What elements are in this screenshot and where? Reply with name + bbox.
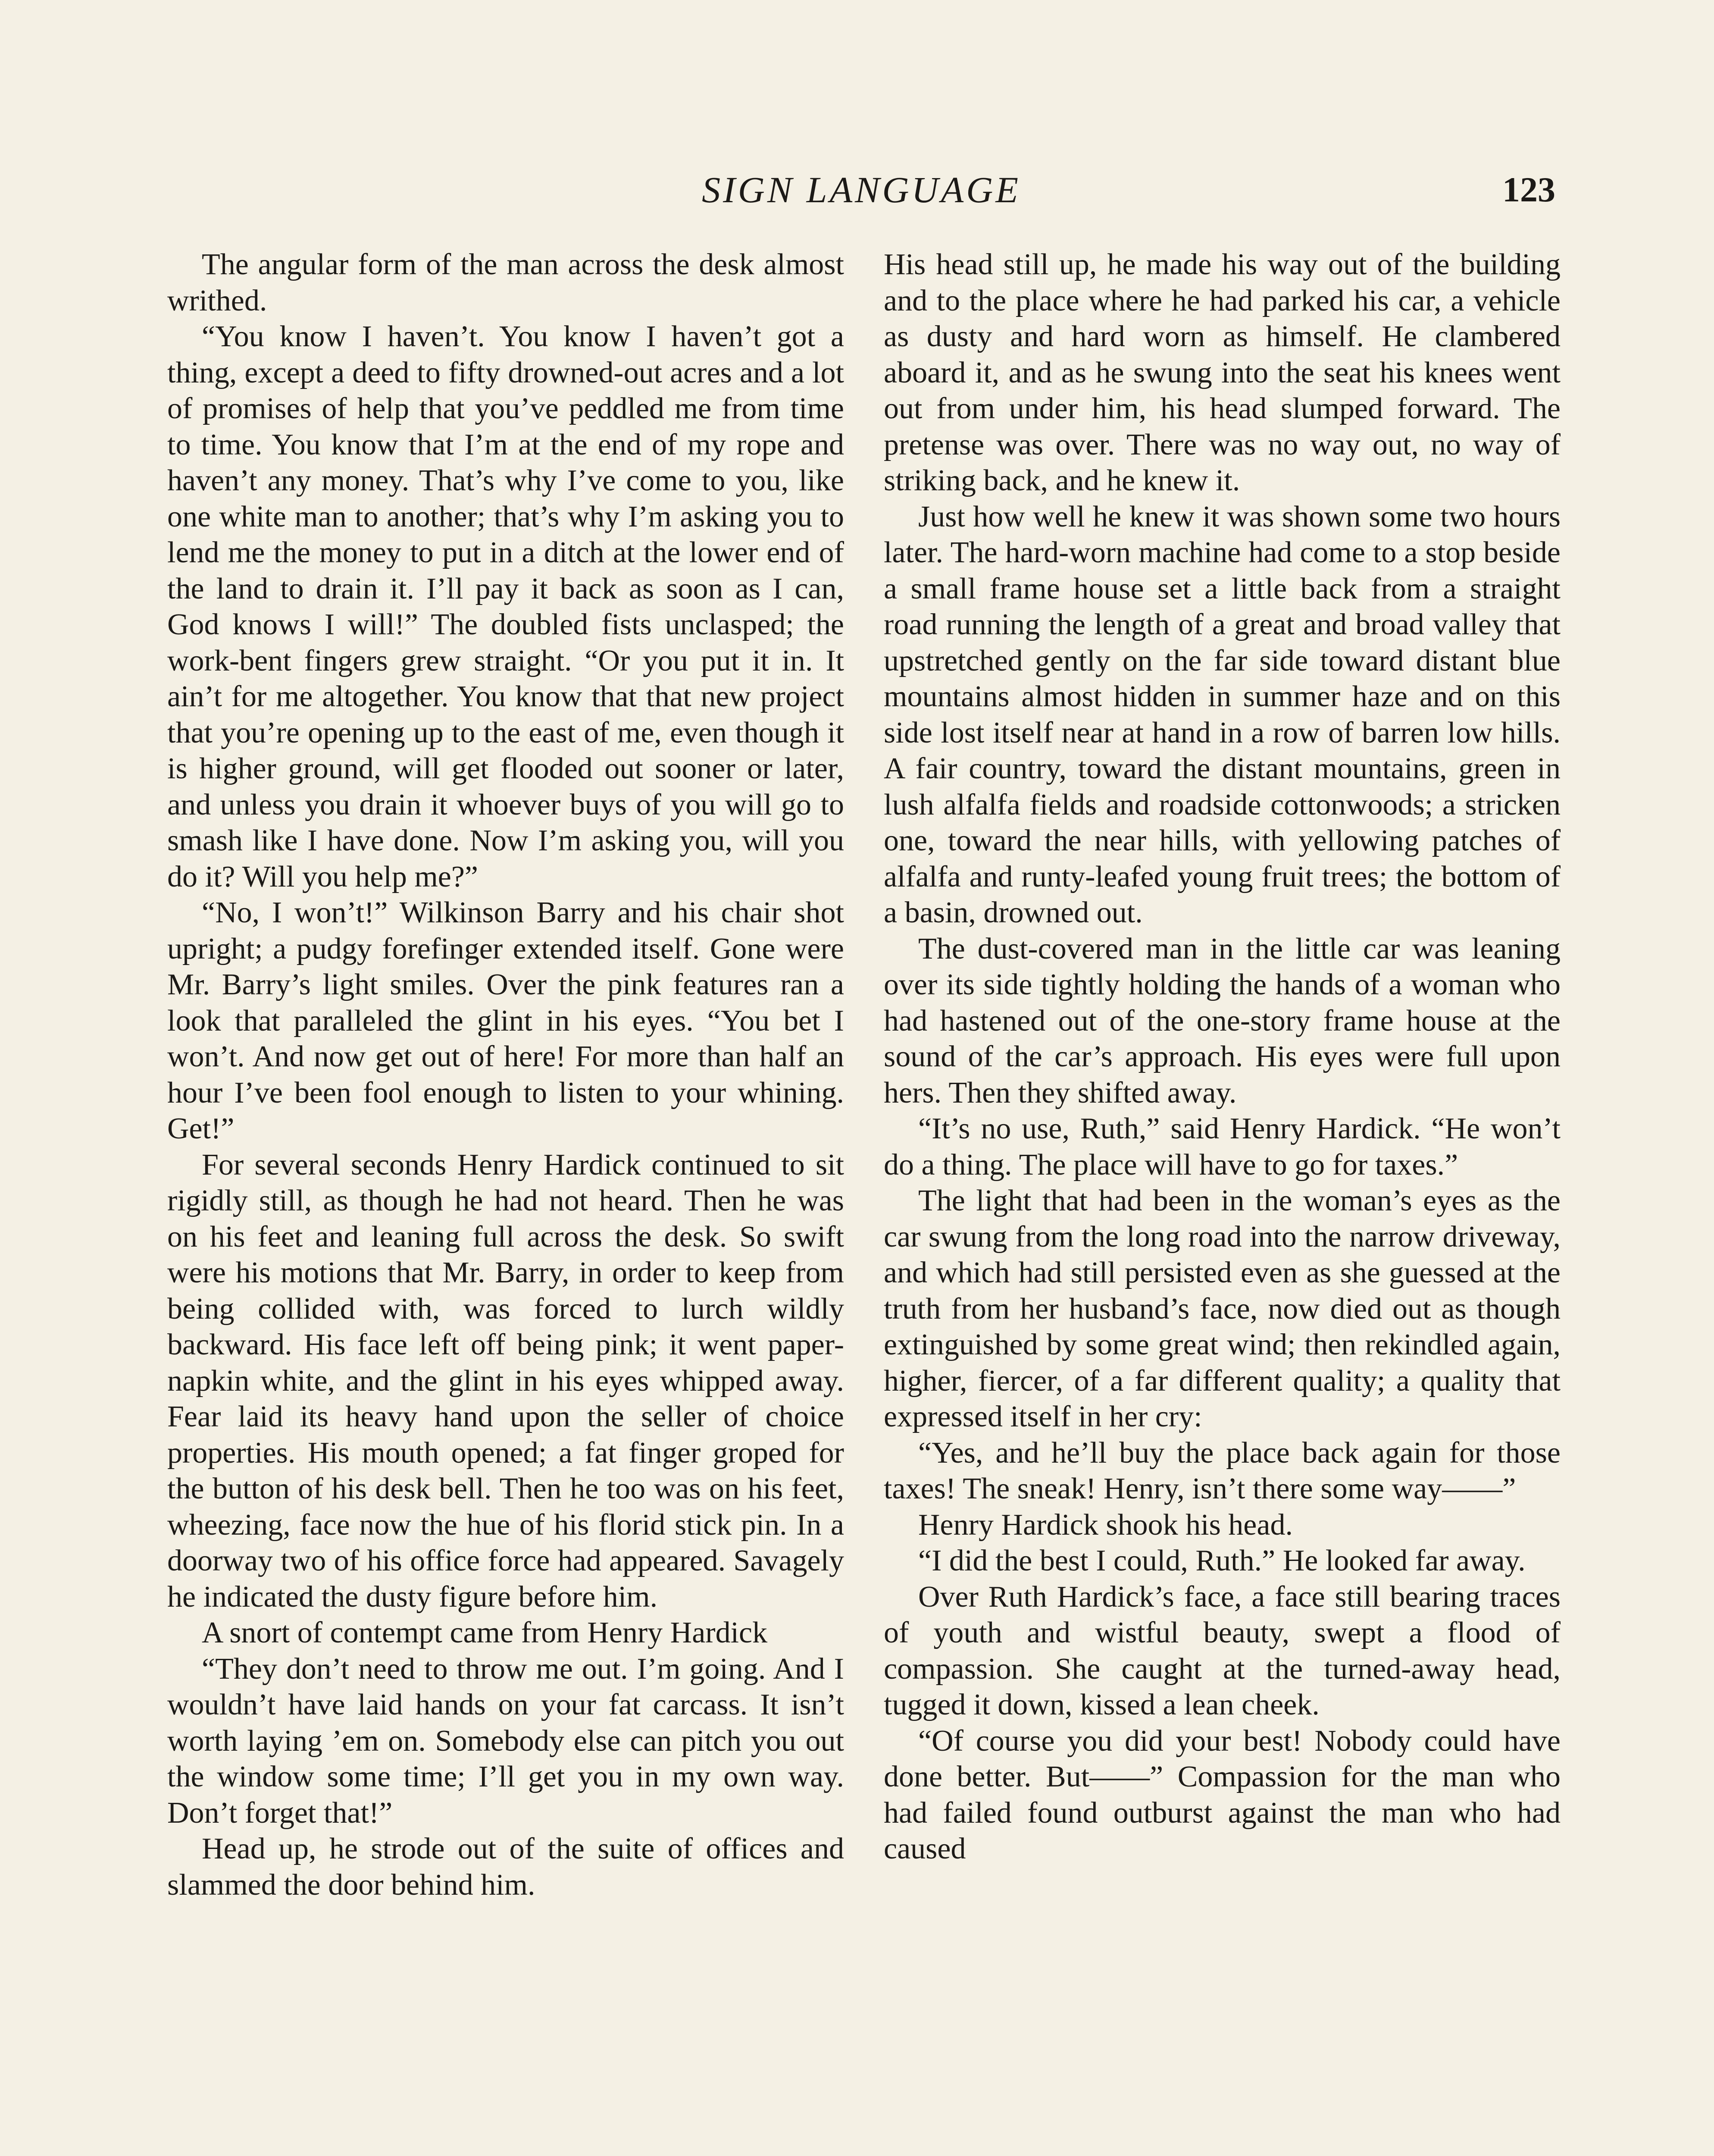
running-header	[167, 164, 1555, 224]
paragraph: “They don’t need to throw me out. I’m going. And I wouldn’t have laid hands on your fat carcass. It isn’t worth laying ’em on. Somebody else can pitch you out the window some time; I’ll get you in my own way. Don’t forget that!”	[167, 1652, 844, 1830]
paragraph: Just how well he knew it was shown some two hours later. The hard-worn machine had come to a stop beside a small frame house set a little back from a straight road running the length of a great and broad valley that upstretched gently on the far side toward distant blue mountains almost hidden in summer haze and on this side lost itself near at hand in a row of barren low hills. A fair country, toward the distant mountains, green in lush alfalfa fields and roadside cottonwoods; a stricken one, toward the near hills, with yellowing patches of alfalfa and runty-leafed young fruit trees; the bottom of a basin, drowned out.	[884, 500, 1561, 929]
right-column	[884, 247, 1561, 2156]
left-column	[167, 247, 844, 2156]
paragraph: Head up, he strode out of the suite of offices and slammed the door behind him.	[167, 1832, 844, 1902]
paragraph: The dust-covered man in the little car was leaning over its side tightly holding the hands of a woman who had hastened out of the one-story frame house at the sound of the car’s approach. His eyes were full upon hers. Then they shifted away.	[884, 932, 1561, 1109]
running-title: SIGN LANGUAGE	[702, 169, 1021, 210]
paragraph: “No, I won’t!” Wilkinson Barry and his chair shot upright; a pudgy forefinger extended itself. Gone were Mr. Barry’s light smiles. Over the pink features ran a look that paralleled the glint in his eyes. “You bet I won’t. And now get out of here! For more than half an hour I’ve been fool enough to listen to your whining. Get!”	[167, 896, 844, 1145]
paragraph: A snort of contempt came from Henry Hardick	[202, 1616, 768, 1649]
paragraph: “Yes, and he’ll buy the place back again for those taxes! The sneak! Henry, isn’t there some way——”	[884, 1436, 1561, 1505]
paragraph: His head still up, he made his way out of the building and to the place where he had parked his car, a vehicle as dusty and hard worn as himself. He clambered aboard it, and as he swung into the seat his knees went out from under him, his head slumped forward. The pretense was over. There was no way out, no way of striking back, and he knew it.	[884, 248, 1561, 497]
paragraph: Over Ruth Hardick’s face, a face still bearing traces of youth and wistful beauty, swept a flood of compassion. She caught at the turned-away head, tugged it down, kissed a lean cheek.	[884, 1580, 1561, 1721]
paragraph: The angular form of the man across the desk almost writhed.	[167, 248, 844, 317]
paragraph: The light that had been in the woman’s eyes as the car swung from the long road into the narrow driveway, and which had still persisted even as she guessed at the truth from her husband’s face, now died out as though extinguished by some great wind; then rekindled again, higher, fiercer, of a far different quality; a quality that expressed itself in her cry:	[884, 1184, 1561, 1433]
paragraph: “It’s no use, Ruth,” said Henry Hardick. “He won’t do a thing. The place will have to go for taxes.”	[884, 1112, 1561, 1181]
page-number: 123	[1502, 170, 1555, 209]
paragraph: Henry Hardick shook his head.	[918, 1508, 1293, 1542]
paragraph: “You know I haven’t. You know I haven’t got a thing, except a deed to fifty drowned-out acres and a lot of promises of help that you’ve peddled me from time to time. You know that I’m at the end of my rope and haven’t any money. That’s why I’ve come to you, like one white man to another; that’s why I’m asking you to lend me the money to put in a ditch at the lower end of the land to drain it. I’ll pay it back as soon as I can, God knows I will!” The doubled fists unclasped; the work-bent fingers grew straight. “Or you put it in. It ain’t for me altogether. You know that that new project that you’re opening up to the east of me, even though it is higher ground, will get flooded out sooner or later, and unless you drain it whoever buys of you will go to smash like I have done. Now I’m asking you, will you do it? Will you help me?”	[167, 320, 844, 893]
paragraph: “I did the best I could, Ruth.” He looked far away.	[918, 1544, 1526, 1577]
paragraph: For several seconds Henry Hardick continued to sit rigidly still, as though he had not heard. Then he was on his feet and leaning full across the desk. So swift were his motions that Mr. Barry, in order to keep from being collided with, was forced to lurch wildly backward. His face left off being pink; it went paper-napkin white, and the glint in his eyes whipped away. Fear laid its heavy hand upon the seller of choice properties. His mouth opened; a fat finger groped for the button of his desk bell. Then he too was on his feet, wheezing, face now the hue of his florid stick pin. In a doorway two of his office force had appeared. Savagely he indicated the dusty figure before him.	[167, 1148, 844, 1614]
paragraph: “Of course you did your best! Nobody could have done better. But——” Compassion for the man who had failed found outburst against the man who had caused	[884, 1724, 1561, 1865]
